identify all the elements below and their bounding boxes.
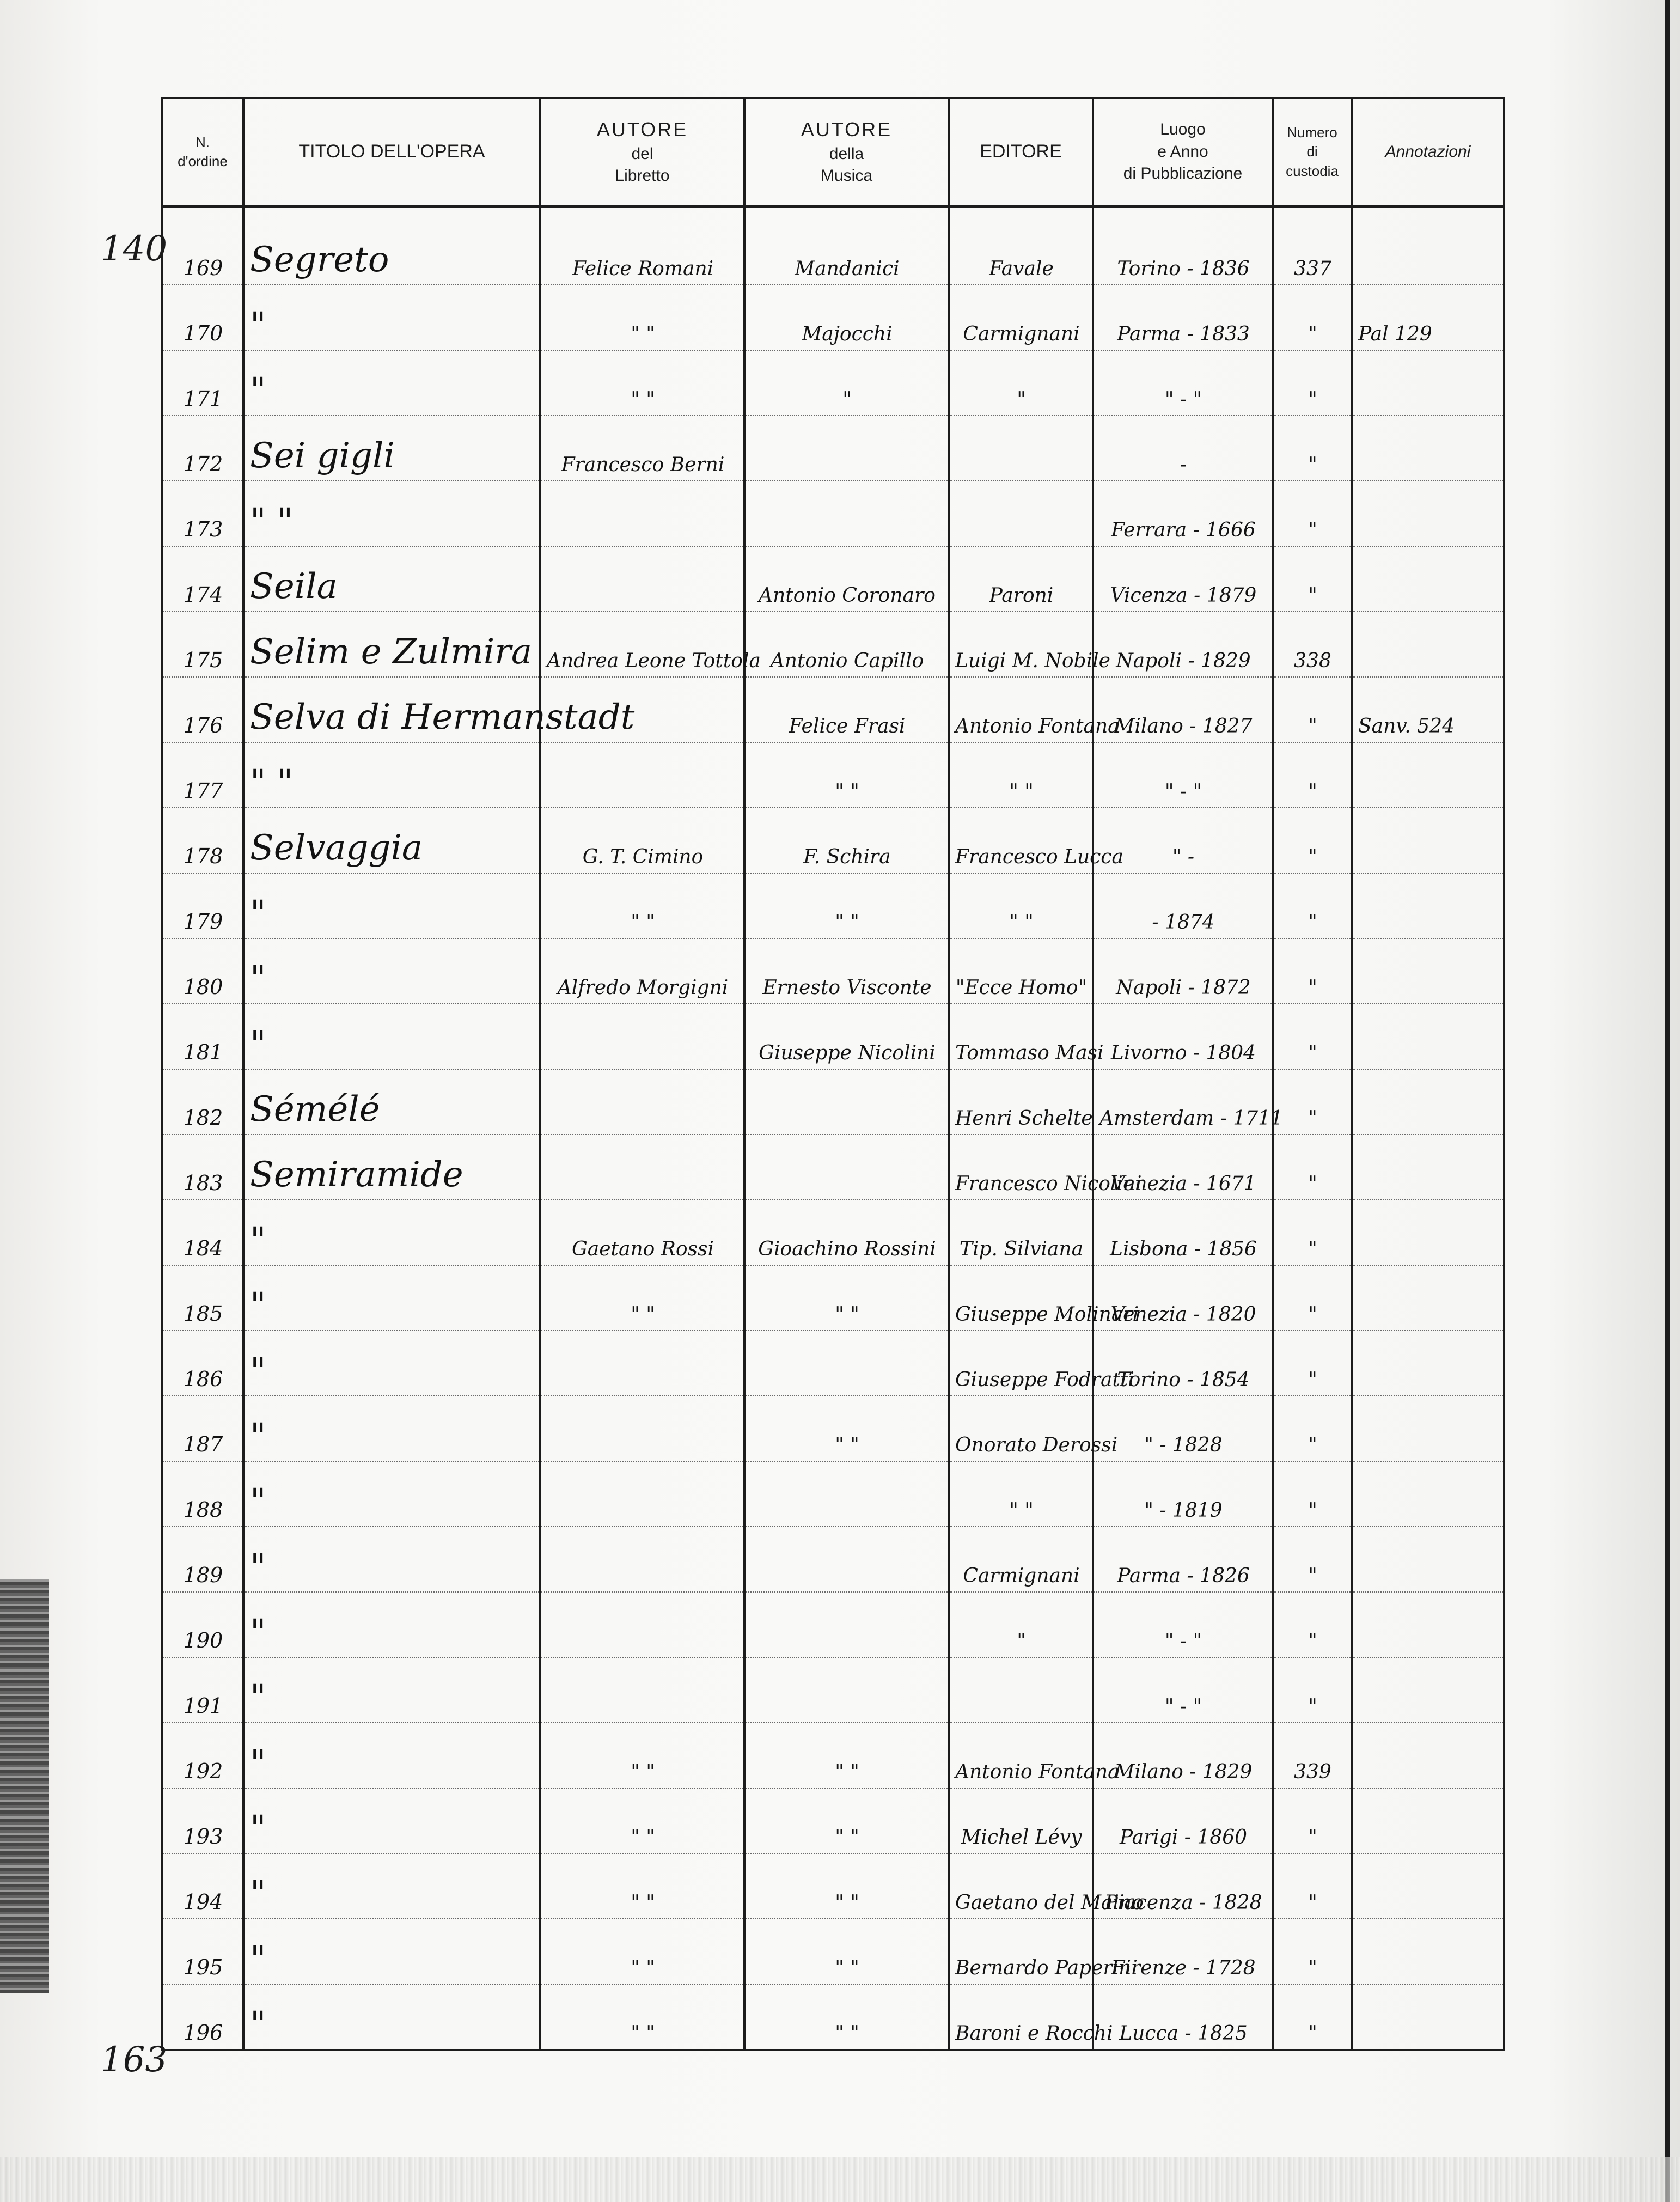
entry-place-year: " - 1828 xyxy=(1093,1396,1273,1461)
table-row xyxy=(162,1200,1504,1265)
entry-number: 169 xyxy=(162,206,243,285)
entry-editor: Onorato Derossi xyxy=(949,1396,1093,1461)
table-row xyxy=(162,677,1504,742)
entry-editor: Carmignani xyxy=(949,1527,1093,1592)
entry-notes xyxy=(1352,1919,1504,1984)
entry-composer xyxy=(744,1069,949,1134)
entry-composer: " " xyxy=(744,1984,949,2050)
header-composer-line3: Musica xyxy=(820,167,873,185)
entry-librettist xyxy=(540,546,744,612)
entry-editor: " xyxy=(949,1592,1093,1657)
entry-librettist: " " xyxy=(540,1723,744,1788)
table-row xyxy=(162,1069,1504,1134)
entry-title: " xyxy=(243,1919,540,1984)
entry-notes xyxy=(1352,1853,1504,1919)
entry-editor: Tommaso Masi xyxy=(949,1004,1093,1069)
entry-place-year: Piacenza - 1828 xyxy=(1093,1853,1273,1919)
entry-title: " xyxy=(243,1396,540,1461)
entry-editor: "Ecce Homo" xyxy=(949,938,1093,1004)
entry-composer: " " xyxy=(744,873,949,938)
table-row xyxy=(162,612,1504,677)
entry-number: 174 xyxy=(162,546,243,612)
header-librettist-line2: del xyxy=(631,144,653,163)
entry-editor: Francesco Nicolini xyxy=(949,1134,1093,1200)
entry-composer: Majocchi xyxy=(744,285,949,350)
table-row xyxy=(162,1788,1504,1853)
entry-custody: " xyxy=(1273,350,1352,416)
entry-place-year: " - " xyxy=(1093,1592,1273,1657)
entry-editor: Bernardo Paperini xyxy=(949,1919,1093,1984)
entry-title: " xyxy=(243,350,540,416)
margin-note-bottom: 163 xyxy=(101,2040,168,2080)
entry-notes xyxy=(1352,1396,1504,1461)
entry-number: 185 xyxy=(162,1265,243,1331)
entry-editor: Favale xyxy=(949,206,1093,285)
entry-place-year: Venezia - 1671 xyxy=(1093,1134,1273,1200)
entry-title: Sei gigli xyxy=(243,416,540,481)
entry-librettist xyxy=(540,1461,744,1527)
entry-title: " xyxy=(243,285,540,350)
header-editor-label: EDITORE xyxy=(980,141,1062,162)
table-row xyxy=(162,808,1504,873)
entry-place-year: Napoli - 1829 xyxy=(1093,612,1273,677)
entry-title: " xyxy=(243,1004,540,1069)
entry-composer: Antonio Capillo xyxy=(744,612,949,677)
entry-composer: F. Schira xyxy=(744,808,949,873)
entry-title: Segreto xyxy=(243,206,540,285)
entry-custody: " xyxy=(1273,1396,1352,1461)
table-row xyxy=(162,1004,1504,1069)
entry-librettist: " " xyxy=(540,1919,744,1984)
entry-editor: " " xyxy=(949,873,1093,938)
entry-custody: " xyxy=(1273,677,1352,742)
entry-place-year: " - " xyxy=(1093,742,1273,808)
entry-librettist: " " xyxy=(540,1265,744,1331)
header-title-label: TITOLO DELL'OPERA xyxy=(298,141,485,162)
header-place-line3: di Pubblicazione xyxy=(1123,164,1243,183)
entry-number: 189 xyxy=(162,1527,243,1592)
entry-custody: " xyxy=(1273,1984,1352,2050)
header-notes-label: Annotazioni xyxy=(1385,142,1471,161)
entry-librettist: " " xyxy=(540,1984,744,2050)
entry-notes xyxy=(1352,1723,1504,1788)
entry-notes xyxy=(1352,1069,1504,1134)
entry-librettist: Francesco Berni xyxy=(540,416,744,481)
entry-composer: Giuseppe Nicolini xyxy=(744,1004,949,1069)
entry-title: " xyxy=(243,1527,540,1592)
entry-custody: " xyxy=(1273,1200,1352,1265)
entry-custody: " xyxy=(1273,416,1352,481)
table-row xyxy=(162,1134,1504,1200)
entry-number: 176 xyxy=(162,677,243,742)
entry-place-year: Parigi - 1860 xyxy=(1093,1788,1273,1853)
table-row xyxy=(162,1461,1504,1527)
header-title xyxy=(243,98,540,206)
header-custody-line2: di xyxy=(1306,143,1318,160)
entry-custody: " xyxy=(1273,873,1352,938)
entry-title: " xyxy=(243,1200,540,1265)
entry-title: " xyxy=(243,1788,540,1853)
entry-number: 187 xyxy=(162,1396,243,1461)
entry-composer: Mandanici xyxy=(744,206,949,285)
entry-librettist xyxy=(540,742,744,808)
entry-custody: " xyxy=(1273,1265,1352,1331)
entry-notes xyxy=(1352,350,1504,416)
page-edge-shadow xyxy=(1665,0,1670,2202)
entry-composer xyxy=(744,1657,949,1723)
entry-title: " xyxy=(243,1265,540,1331)
entry-librettist: " " xyxy=(540,350,744,416)
entry-notes: Sanv. 524 xyxy=(1352,677,1504,742)
entry-librettist: " " xyxy=(540,285,744,350)
header-notes xyxy=(1352,98,1504,206)
header-row xyxy=(162,98,1504,206)
entry-number: 183 xyxy=(162,1134,243,1200)
entry-notes xyxy=(1352,481,1504,546)
entry-place-year: Ferrara - 1666 xyxy=(1093,481,1273,546)
entry-composer xyxy=(744,1331,949,1396)
entry-custody: " xyxy=(1273,481,1352,546)
entry-title: " xyxy=(243,1984,540,2050)
entry-number: 180 xyxy=(162,938,243,1004)
entry-composer xyxy=(744,1527,949,1592)
entry-composer: Gioachino Rossini xyxy=(744,1200,949,1265)
table-row xyxy=(162,1919,1504,1984)
header-place-year xyxy=(1093,98,1273,206)
entry-editor: Giuseppe Fodratti xyxy=(949,1331,1093,1396)
binding-strip xyxy=(0,1579,49,1993)
entry-editor: Baroni e Rocchi xyxy=(949,1984,1093,2050)
entry-place-year: Firenze - 1728 xyxy=(1093,1919,1273,1984)
header-editor xyxy=(949,98,1093,206)
entry-composer: Antonio Coronaro xyxy=(744,546,949,612)
entry-number: 191 xyxy=(162,1657,243,1723)
entry-composer: Ernesto Visconte xyxy=(744,938,949,1004)
entry-title: " xyxy=(243,1592,540,1657)
entry-place-year: " - " xyxy=(1093,350,1273,416)
entry-custody: " xyxy=(1273,1069,1352,1134)
register-body xyxy=(162,206,1504,2050)
table-row xyxy=(162,1592,1504,1657)
entry-librettist xyxy=(540,1592,744,1657)
entry-editor: Antonio Fontana xyxy=(949,677,1093,742)
entry-title: " xyxy=(243,1723,540,1788)
header-librettist-line3: Libretto xyxy=(615,167,670,185)
entry-composer: Felice Frasi xyxy=(744,677,949,742)
entry-place-year: Livorno - 1804 xyxy=(1093,1004,1273,1069)
entry-composer: " " xyxy=(744,1723,949,1788)
entry-editor: " xyxy=(949,350,1093,416)
entry-place-year: Venezia - 1820 xyxy=(1093,1265,1273,1331)
entry-editor: Henri Schelte xyxy=(949,1069,1093,1134)
table-row xyxy=(162,1984,1504,2050)
entry-custody: " xyxy=(1273,742,1352,808)
entry-custody: " xyxy=(1273,1527,1352,1592)
entry-title: " xyxy=(243,873,540,938)
margin-note-top: 140 xyxy=(101,229,168,269)
entry-notes xyxy=(1352,1788,1504,1853)
entry-custody: " xyxy=(1273,1331,1352,1396)
entry-editor xyxy=(949,1657,1093,1723)
header-librettist xyxy=(540,98,744,206)
entry-librettist: " " xyxy=(540,1853,744,1919)
header-composer-line2: della xyxy=(829,144,864,163)
entry-number: 186 xyxy=(162,1331,243,1396)
entry-number: 190 xyxy=(162,1592,243,1657)
entry-custody: 337 xyxy=(1273,206,1352,285)
table-row xyxy=(162,416,1504,481)
entry-number: 194 xyxy=(162,1853,243,1919)
entry-librettist: " " xyxy=(540,873,744,938)
entry-custody: " xyxy=(1273,1919,1352,1984)
header-place-line1: Luogo xyxy=(1160,120,1206,139)
entry-notes xyxy=(1352,1265,1504,1331)
entry-composer xyxy=(744,1461,949,1527)
header-librettist-line1: AUTORE xyxy=(596,118,688,141)
entry-editor: Paroni xyxy=(949,546,1093,612)
catalogue-table xyxy=(161,97,1505,2051)
entry-librettist xyxy=(540,1657,744,1723)
header-place-line2: e Anno xyxy=(1157,142,1208,161)
entry-editor: Carmignani xyxy=(949,285,1093,350)
entry-number: 181 xyxy=(162,1004,243,1069)
entry-title: " xyxy=(243,1853,540,1919)
entry-notes: Pal 129 xyxy=(1352,285,1504,350)
entry-custody: " xyxy=(1273,285,1352,350)
entry-notes xyxy=(1352,1134,1504,1200)
entry-number: 170 xyxy=(162,285,243,350)
entry-place-year: Parma - 1833 xyxy=(1093,285,1273,350)
entry-composer xyxy=(744,481,949,546)
entry-place-year: " - " xyxy=(1093,1657,1273,1723)
entry-notes xyxy=(1352,1200,1504,1265)
header-number xyxy=(162,98,243,206)
entry-notes xyxy=(1352,1527,1504,1592)
entry-number: 184 xyxy=(162,1200,243,1265)
entry-librettist: G. T. Cimino xyxy=(540,808,744,873)
entry-librettist xyxy=(540,1134,744,1200)
entry-number: 172 xyxy=(162,416,243,481)
entry-librettist: Andrea Leone Tottola xyxy=(540,612,744,677)
entry-title: Seila xyxy=(243,546,540,612)
entry-editor: Tip. Silviana xyxy=(949,1200,1093,1265)
entry-number: 173 xyxy=(162,481,243,546)
entry-notes xyxy=(1352,1657,1504,1723)
entry-place-year: Lucca - 1825 xyxy=(1093,1984,1273,2050)
entry-title: Selim e Zulmira xyxy=(243,612,540,677)
entry-title: Sémélé xyxy=(243,1069,540,1134)
entry-notes xyxy=(1352,546,1504,612)
entry-editor: Gaetano del Maino xyxy=(949,1853,1093,1919)
table-row xyxy=(162,742,1504,808)
entry-custody: " xyxy=(1273,1657,1352,1723)
entry-place-year: Vicenza - 1879 xyxy=(1093,546,1273,612)
entry-editor: " " xyxy=(949,1461,1093,1527)
table-row xyxy=(162,1331,1504,1396)
table-row xyxy=(162,1527,1504,1592)
entry-custody: " xyxy=(1273,1134,1352,1200)
entry-notes xyxy=(1352,873,1504,938)
entry-composer: " " xyxy=(744,1919,949,1984)
header-composer-line1: AUTORE xyxy=(801,118,893,141)
entry-notes xyxy=(1352,1461,1504,1527)
entry-number: 179 xyxy=(162,873,243,938)
entry-place-year: - 1874 xyxy=(1093,873,1273,938)
entry-librettist xyxy=(540,1396,744,1461)
entry-place-year: Parma - 1826 xyxy=(1093,1527,1273,1592)
entry-librettist xyxy=(540,1004,744,1069)
entry-number: 188 xyxy=(162,1461,243,1527)
entry-librettist: Gaetano Rossi xyxy=(540,1200,744,1265)
scan-noise xyxy=(0,2157,1680,2202)
entry-notes xyxy=(1352,808,1504,873)
entry-composer: " " xyxy=(744,742,949,808)
table-row xyxy=(162,873,1504,938)
entry-place-year: Napoli - 1872 xyxy=(1093,938,1273,1004)
entry-composer: " " xyxy=(744,1853,949,1919)
entry-composer xyxy=(744,1134,949,1200)
entry-librettist xyxy=(540,481,744,546)
entry-editor: Francesco Lucca xyxy=(949,808,1093,873)
entry-custody: " xyxy=(1273,1788,1352,1853)
entry-number: 196 xyxy=(162,1984,243,2050)
entry-number: 178 xyxy=(162,808,243,873)
entry-custody: 339 xyxy=(1273,1723,1352,1788)
entry-librettist: Felice Romani xyxy=(540,206,744,285)
header-number-line2: d'ordine xyxy=(178,153,228,169)
table-row xyxy=(162,1723,1504,1788)
entry-librettist xyxy=(540,1331,744,1396)
entry-title: Selva di Hermanstadt xyxy=(243,677,540,742)
entry-place-year: " - xyxy=(1093,808,1273,873)
header-custody-line3: custodia xyxy=(1286,162,1339,179)
entry-place-year: Amsterdam - 1711 xyxy=(1093,1069,1273,1134)
entry-place-year: " - 1819 xyxy=(1093,1461,1273,1527)
table-row xyxy=(162,1853,1504,1919)
entry-title: Semiramide xyxy=(243,1134,540,1200)
table-row xyxy=(162,481,1504,546)
entry-custody: " xyxy=(1273,938,1352,1004)
entry-custody: " xyxy=(1273,1592,1352,1657)
header-custody xyxy=(1273,98,1352,206)
entry-custody: " xyxy=(1273,546,1352,612)
entry-notes xyxy=(1352,1004,1504,1069)
entry-composer: " " xyxy=(744,1788,949,1853)
entry-title: " xyxy=(243,1331,540,1396)
entry-title: " xyxy=(243,938,540,1004)
entry-custody: " xyxy=(1273,808,1352,873)
entry-editor: Antonio Fontana xyxy=(949,1723,1093,1788)
entry-place-year: Torino - 1836 xyxy=(1093,206,1273,285)
entry-notes xyxy=(1352,1984,1504,2050)
entry-editor: Luigi M. Nobile xyxy=(949,612,1093,677)
entry-librettist: " " xyxy=(540,1788,744,1853)
entry-custody: " xyxy=(1273,1461,1352,1527)
entry-place-year: Milano - 1829 xyxy=(1093,1723,1273,1788)
entry-editor: Giuseppe Molinari xyxy=(949,1265,1093,1331)
entry-editor: Michel Lévy xyxy=(949,1788,1093,1853)
entry-number: 175 xyxy=(162,612,243,677)
entry-notes xyxy=(1352,416,1504,481)
entry-number: 177 xyxy=(162,742,243,808)
table-row xyxy=(162,1396,1504,1461)
header-number-line1: N. xyxy=(196,133,210,150)
entry-librettist: Alfredo Morgigni xyxy=(540,938,744,1004)
entry-notes xyxy=(1352,612,1504,677)
entry-title: " xyxy=(243,1657,540,1723)
entry-composer xyxy=(744,416,949,481)
table-row xyxy=(162,1265,1504,1331)
entry-composer: " " xyxy=(744,1265,949,1331)
table-row xyxy=(162,938,1504,1004)
table-row xyxy=(162,285,1504,350)
entry-editor xyxy=(949,416,1093,481)
entry-number: 193 xyxy=(162,1788,243,1853)
entry-custody: 338 xyxy=(1273,612,1352,677)
entry-place-year: - xyxy=(1093,416,1273,481)
entry-number: 192 xyxy=(162,1723,243,1788)
entry-title: " xyxy=(243,1461,540,1527)
entry-title: " " xyxy=(243,481,540,546)
entry-notes xyxy=(1352,742,1504,808)
table-row xyxy=(162,546,1504,612)
entry-custody: " xyxy=(1273,1004,1352,1069)
entry-place-year: Torino - 1854 xyxy=(1093,1331,1273,1396)
entry-notes xyxy=(1352,1592,1504,1657)
entry-librettist xyxy=(540,1069,744,1134)
entry-notes xyxy=(1352,1331,1504,1396)
entry-librettist xyxy=(540,1527,744,1592)
entry-title: " " xyxy=(243,742,540,808)
entry-number: 195 xyxy=(162,1919,243,1984)
table-row xyxy=(162,206,1504,285)
entry-title: Selvaggia xyxy=(243,808,540,873)
header-custody-line1: Numero xyxy=(1287,124,1337,141)
header-composer xyxy=(744,98,949,206)
entry-place-year: Lisbona - 1856 xyxy=(1093,1200,1273,1265)
entry-place-year: Milano - 1827 xyxy=(1093,677,1273,742)
entry-number: 182 xyxy=(162,1069,243,1134)
entry-notes xyxy=(1352,206,1504,285)
entry-notes xyxy=(1352,938,1504,1004)
entry-composer: " " xyxy=(744,1396,949,1461)
entry-composer xyxy=(744,1592,949,1657)
entry-number: 171 xyxy=(162,350,243,416)
table-row xyxy=(162,1657,1504,1723)
table-row xyxy=(162,350,1504,416)
entry-editor: " " xyxy=(949,742,1093,808)
entry-custody: " xyxy=(1273,1853,1352,1919)
entry-composer: " xyxy=(744,350,949,416)
entry-editor xyxy=(949,481,1093,546)
